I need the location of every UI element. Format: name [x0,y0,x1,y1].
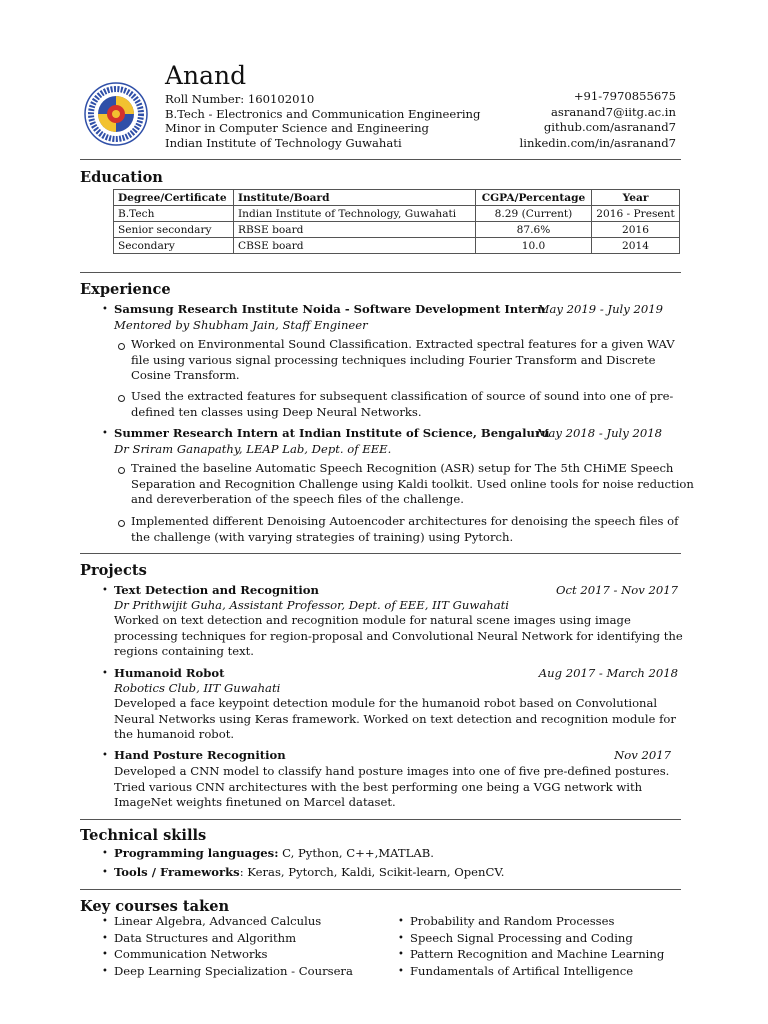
table-row [114,238,680,254]
skill-value: : Keras, Pytorch, Kaldi, Scikit-learn, OpenCV. [239,865,505,879]
column-header: Year [592,190,680,206]
course-item: Deep Learning Specialization - Coursera [114,964,353,978]
experience-role: Summer Research Intern at Indian Institute of Science, Bengaluru [114,426,550,440]
course-item: Pattern Recognition and Machine Learning [410,947,665,961]
text-line: regions containing text. [114,644,254,659]
table-header-row [114,190,680,206]
course-item: Linear Algebra, Advanced Calculus [114,914,322,928]
course-item: Probability and Random Processes [410,914,615,928]
divider [80,159,681,160]
table-cell: 8.29 (Current) [476,206,592,222]
experience-date: May 2018 - July 2018 [536,426,662,440]
header-details [165,92,480,150]
experience-point [131,389,673,420]
institute: Indian Institute of Technology Guwahati [165,135,402,150]
course-item: Data Structures and Algorithm [114,931,297,945]
institute-logo-icon [84,82,148,146]
experience-mentor: Dr Sriram Ganapathy, LEAP Lab, Dept. of EEE. [114,442,392,456]
text-line: Tried various CNN architectures with the best performing one being a VGG network with [114,779,643,794]
column-header: Institute/Board [234,190,476,206]
text-line: Neural Networks using Keras framework. Worked on text detection and recognition module for [114,711,676,726]
table-row [114,206,680,222]
bullet-icon: • [398,966,404,977]
project-description [114,613,683,660]
text-line: Developed a CNN model to classify hand posture images into one of five pre-defined postures. [114,764,670,778]
skill-item [114,865,504,881]
text-line: and dereverberation of the speech files of the challenge. [131,492,464,507]
bullet-icon: • [102,867,108,878]
text-line: Separation and Recognition Challenge using Kaldi toolkit. Used online tools for noise reduction [131,476,694,491]
experience-point [131,337,675,384]
table-cell: Indian Institute of Technology, Guwahati [234,206,476,222]
phone: +91-7970855675 [573,89,676,103]
section-title-courses: Key courses taken [80,898,230,915]
table-cell: 10.0 [476,238,592,254]
table-cell: B.Tech [114,206,234,222]
sub-bullet-icon [118,395,125,402]
table-cell: 2014 [592,238,680,254]
project-name: Hand Posture Recognition [114,748,286,762]
table-cell: RBSE board [234,222,476,238]
text-line: Worked on Environmental Sound Classification. Extracted spectral features for a given WAV [131,337,675,351]
roll-number: Roll Number: 160102010 [165,92,315,106]
project-name: Text Detection and Recognition [114,583,319,597]
project-name: Humanoid Robot [114,666,225,680]
text-line: defined ten classes using Deep Neural Networks. [131,404,422,419]
table-cell: Senior secondary [114,222,234,238]
skill-label: Tools / Frameworks [114,865,240,879]
bullet-icon: • [398,933,404,944]
text-line: ImageNet weights finetuned on Marcel dataset. [114,795,396,810]
bullet-icon: • [102,668,108,679]
course-item: Fundamentals of Artifical Intelligence [410,964,634,978]
section-title-education: Education [80,169,163,186]
column-header: CGPA/Percentage [476,190,592,206]
project-guide: Dr Prithwijit Guha, Assistant Professor, Dept. of EEE, IIT Guwahati [114,598,509,612]
bullet-icon: • [102,916,108,927]
bullet-icon: • [102,949,108,960]
course-item: Speech Signal Processing and Coding [410,931,633,945]
project-date: Oct 2017 - Nov 2017 [555,583,678,597]
divider [80,889,681,890]
sub-bullet-icon [118,520,125,527]
project-description [114,696,676,743]
skill-value: C, Python, C++,MATLAB. [278,846,434,860]
table-cell: 2016 [592,222,680,238]
contact-details [520,89,676,151]
project-date: Nov 2017 [614,748,671,762]
project-guide: Robotics Club, IIT Guwahati [114,681,281,695]
text-line: Implemented different Denoising Autoencoder architectures for denoising the speech files of [131,514,679,528]
skill-item [114,846,434,862]
divider [80,272,681,273]
bullet-icon: • [398,949,404,960]
section-title-skills: Technical skills [80,827,207,844]
bullet-icon: • [102,428,108,439]
table-cell: 87.6% [476,222,592,238]
section-title-projects: Projects [80,562,147,579]
experience-date: May 2019 - July 2019 [537,302,663,316]
bullet-icon: • [398,916,404,927]
table-cell: CBSE board [234,238,476,254]
text-line: Cosine Transform. [131,368,240,383]
education-table [113,189,680,254]
github-link[interactable]: github.com/asranand7 [543,120,676,135]
divider [80,553,681,554]
bullet-icon: • [102,750,108,761]
table-row [114,222,680,238]
linkedin-link[interactable]: linkedin.com/in/asranand7 [519,135,676,150]
course-item: Communication Networks [114,947,268,961]
text-line: Developed a face keypoint detection module for the humanoid robot based on Convolutional [114,696,658,710]
text-line: processing techniques for region-proposal and Convolutional Neural Network for identifying the [114,628,683,643]
section-title-experience: Experience [80,281,171,298]
bullet-icon: • [102,966,108,977]
text-line: file using various signal processing techniques including Fourier Transform and Discrete [131,352,656,367]
text-line: the humanoid robot. [114,727,235,742]
sub-bullet-icon [118,467,125,474]
table-cell: Secondary [114,238,234,254]
candidate-name: Anand [165,61,247,90]
degree: B.Tech - Electronics and Communication Engineering [165,106,481,121]
experience-point [131,514,678,545]
text-line: the challenge (with varying strategies of training) using Pytorch. [131,529,514,544]
table-cell: 2016 - Present [592,206,680,222]
experience-role: Samsung Research Institute Noida - Software Development Intern [114,302,546,316]
text-line: Used the extracted features for subsequent classification of source of sound into one of pre- [131,389,674,403]
project-description [114,764,669,811]
column-header: Degree/Certificate [114,190,234,206]
bullet-icon: • [102,848,108,859]
email-link[interactable]: asranand7@iitg.ac.in [550,104,676,119]
project-date: Aug 2017 - March 2018 [538,666,678,680]
skill-label: Programming languages: [114,846,279,860]
experience-point [131,461,694,508]
experience-mentor: Mentored by Shubham Jain, Staff Engineer [114,318,368,332]
bullet-icon: • [102,585,108,596]
divider [80,819,681,820]
text-line: Worked on text detection and recognition module for natural scene images using image [114,613,631,627]
text-line: Trained the baseline Automatic Speech Recognition (ASR) setup for The 5th CHiME Speech [131,461,674,475]
bullet-icon: • [102,304,108,315]
minor: Minor in Computer Science and Engineering [165,121,429,136]
sub-bullet-icon [118,343,125,350]
bullet-icon: • [102,933,108,944]
